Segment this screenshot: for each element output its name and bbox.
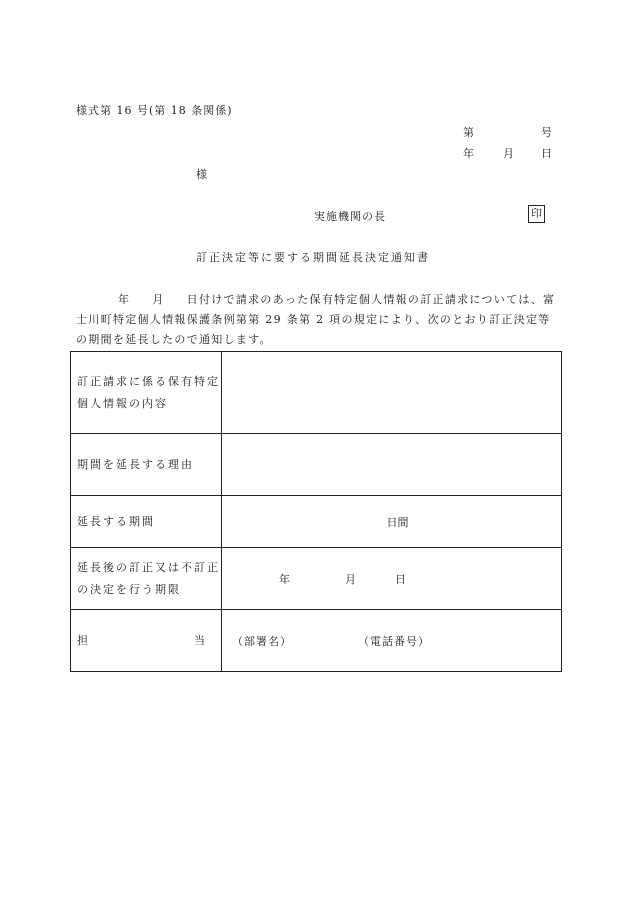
deadline-day: 日	[395, 572, 406, 586]
issue-date-month: 月	[503, 147, 514, 160]
reason-value-cell[interactable]	[222, 434, 562, 496]
body-text: 日付けで請求のあった保有特定個人情報の訂正請求については、富士川町特定個人情報保護条例第第 29 条第 2 項の規定により、次のとおり訂正決定等の期間を延長したので通知します。	[76, 293, 556, 346]
content-label-text: 訂正請求に係る保有特定個人情報の内容	[77, 374, 220, 410]
seal-mark: 印	[528, 205, 545, 223]
period-label	[71, 496, 222, 548]
table-row	[71, 496, 562, 548]
contact-label-right: 当	[194, 633, 207, 647]
reason-label-text: 期間を延長する理由	[77, 457, 194, 471]
table-row	[71, 548, 562, 610]
contact-label	[71, 610, 222, 672]
issue-number-prefix: 第	[463, 126, 474, 139]
recipient-honorific: 様	[196, 168, 207, 181]
body-year: 年	[118, 293, 131, 306]
deadline-month: 月	[345, 572, 356, 586]
deadline-year: 年	[279, 572, 290, 586]
contact-value-cell[interactable]	[222, 610, 562, 672]
content-value-cell[interactable]	[222, 352, 562, 434]
deadline-label-text: 延長後の訂正又は不訂正の決定を行う期限	[77, 560, 220, 596]
form-number: 様式第 16 号(第 18 条関係)	[76, 104, 233, 117]
period-value-cell[interactable]	[222, 496, 562, 548]
deadline-value-cell[interactable]	[222, 548, 562, 610]
period-label-text: 延長する期間	[77, 514, 155, 528]
contact-phone: （電話番号）	[358, 634, 430, 648]
issuer-title: 実施機関の長	[314, 210, 386, 223]
extension-form-table	[70, 351, 562, 672]
contact-label-left: 担	[77, 633, 90, 647]
table-row	[71, 352, 562, 434]
issue-date-year: 年	[463, 147, 474, 160]
issue-number-suffix: 号	[541, 126, 552, 139]
deadline-label	[71, 548, 222, 610]
table-row	[71, 434, 562, 496]
issue-date-day: 日	[541, 147, 552, 160]
reason-label	[71, 434, 222, 496]
table-row	[71, 610, 562, 672]
content-label	[71, 352, 222, 434]
notice-body	[76, 290, 562, 350]
document-title: 訂正決定等に要する期間延長決定通知書	[196, 251, 430, 264]
contact-department: （部署名）	[232, 634, 292, 648]
body-month: 月	[152, 293, 165, 306]
period-unit: 日間	[386, 515, 409, 529]
